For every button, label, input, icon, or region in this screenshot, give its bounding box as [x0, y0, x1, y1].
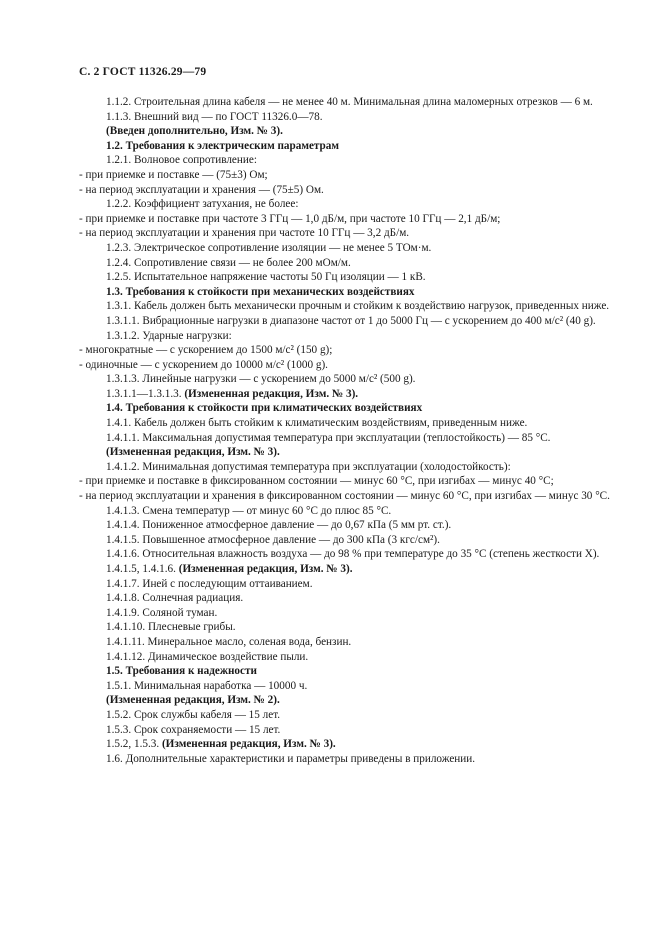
paragraph [79, 693, 615, 708]
paragraph-text: 1.4.1.2. Минимальная допустимая температура при эксплуатации (холодостойкость): [106, 460, 511, 473]
paragraph-text: 1.4.1.5, 1.4.1.6. [106, 563, 179, 575]
paragraph [79, 679, 615, 694]
paragraph [79, 95, 615, 110]
paragraph [79, 168, 615, 183]
paragraph-text: 1.3.1.1—1.3.1.3. [106, 387, 185, 400]
paragraph-text: 1.4.1.12. Динамическое воздействие пыли. [106, 650, 309, 663]
paragraph [79, 212, 615, 227]
paragraph [79, 518, 615, 533]
amendment-note: (Измененная редакция, Изм. № 3). [178, 563, 353, 575]
paragraph-text: 1.2.4. Сопротивление связи — не более 200 мОм/м. [106, 256, 351, 269]
paragraph-text: 1.4.1. Кабель должен быть стойким к климатическим воздействиям, приведенным ниже. [106, 417, 528, 430]
paragraph-text: 1.1.2. Строительная длина кабеля — не менее 40 м. Минимальная длина маломерных отрезков — 6 м. [106, 96, 593, 108]
paragraph [79, 124, 615, 139]
paragraph-text: 1.4.1.11. Минеральное масло, соленая вода, бензин. [106, 635, 352, 648]
paragraph-text: 1.4.1.7. Иней с последующим оттаиванием. [106, 577, 313, 590]
paragraph-text: (Измененная редакция, Изм. № 3). [106, 446, 280, 459]
paragraph [79, 547, 615, 562]
paragraph [79, 708, 615, 723]
paragraph-text: - при приемке и поставке в фиксированном состоянии — минус 60 °С, при изгибах — минус 40 °С; [79, 475, 554, 488]
paragraph-text: - на период эксплуатации и хранения — (75±5) Ом. [79, 183, 324, 196]
paragraph-text: 1.5. Требования к надежности [106, 665, 257, 678]
paragraph [79, 314, 615, 329]
paragraph [79, 299, 615, 314]
paragraph-text: 1.5.2, 1.5.3. [106, 738, 162, 751]
paragraph [79, 474, 615, 489]
amendment-note: (Измененная редакция, Изм. № 3). [184, 387, 359, 400]
paragraph-text: (Измененная редакция, Изм. № 2). [106, 694, 280, 707]
paragraph-text: 1.4.1.5. Повышенное атмосферное давление — до 300 кПа (3 кгс/см²). [106, 533, 440, 546]
paragraph-text: 1.3.1.3. Линейные нагрузки — с ускорением до 5000 м/с² (500 g). [106, 373, 416, 386]
paragraph [79, 197, 615, 212]
paragraph-text: 1.2.2. Коэффициент затухания, не более: [106, 198, 299, 211]
paragraph-text: - одиночные — с ускорением до 10000 м/с² (1000 g). [79, 358, 328, 371]
paragraph [79, 445, 615, 460]
paragraph-text: 1.3.1.1. Вибрационные нагрузки в диапазоне частот от 1 до 5000 Гц — с ускорением до 400 м/с² (40 g). [106, 314, 596, 327]
paragraph-text: 1.4.1.6. Относительная влажность воздуха — до 98 % при температуре до 35 °С (степень жесткости X). [106, 548, 600, 561]
paragraph [79, 664, 615, 679]
paragraph-text: 1.3.1.2. Ударные нагрузки: [106, 329, 232, 342]
paragraph [79, 372, 615, 387]
paragraph-text: 1.4.1.3. Смена температур — от минус 60 °С до плюс 85 °С. [106, 504, 392, 517]
paragraph-text: 1.2.3. Электрическое сопротивление изоляции — не менее 5 ТОм·м. [106, 241, 432, 254]
paragraph-text: 1.1.3. Внешний вид — по ГОСТ 11326.0—78. [106, 110, 323, 123]
paragraph [79, 329, 615, 344]
paragraph [79, 591, 615, 606]
paragraph [79, 650, 615, 665]
paragraph [79, 270, 615, 285]
paragraph-text: 1.4.1.1. Максимальная допустимая температура при эксплуатации (теплостойкость) — 85 °С. [106, 431, 551, 444]
paragraph [79, 285, 615, 300]
paragraph [79, 416, 615, 431]
paragraph-text: - при приемке и поставке при частоте 3 ГГц — 1,0 дБ/м, при частоте 10 ГГц — 2,1 дБ/м; [79, 212, 501, 225]
paragraph-text: 1.2.5. Испытательное напряжение частоты 50 Гц изоляции — 1 кВ. [106, 271, 426, 284]
paragraph-text: 1.2. Требования к электрическим параметрам [106, 139, 339, 152]
paragraph [79, 343, 615, 358]
paragraph-text: 1.4.1.9. Соляной туман. [106, 606, 218, 619]
paragraph [79, 533, 615, 548]
paragraph [79, 562, 615, 577]
paragraph [79, 620, 615, 635]
paragraph-text: - многократные — с ускорением до 1500 м/с² (150 g); [79, 344, 333, 357]
paragraph [79, 241, 615, 256]
page-header: С. 2 ГОСТ 11326.29—79 [79, 66, 207, 78]
paragraph-text: 1.3.1. Кабель должен быть механически прочным и стойким к воздействию нагрузок, приведенных ниже. [106, 300, 610, 313]
paragraph-text: 1.5.3. Срок сохраняемости — 15 лет. [106, 723, 281, 736]
paragraph-text: 1.6. Дополнительные характеристики и параметры приведены в приложении. [106, 752, 476, 765]
paragraph [79, 226, 615, 241]
paragraph-text: 1.5.1. Минимальная наработка — 10000 ч. [106, 679, 308, 692]
amendment-note: (Измененная редакция, Изм. № 3). [161, 738, 336, 751]
paragraph [79, 723, 615, 738]
paragraph [79, 110, 615, 125]
paragraph [79, 431, 615, 446]
paragraph [79, 139, 615, 154]
document-body [79, 95, 615, 766]
paragraph-text: 1.2.1. Волновое сопротивление: [106, 154, 257, 167]
paragraph-text: 1.3. Требования к стойкости при механических воздействиях [106, 285, 415, 298]
paragraph-text: 1.4.1.10. Плесневые грибы. [106, 621, 236, 634]
paragraph-text: - при приемке и поставке — (75±3) Ом; [79, 168, 268, 181]
paragraph [79, 752, 615, 767]
paragraph-text: 1.4.1.4. Пониженное атмосферное давление — до 0,67 кПа (5 мм рт. ст.). [106, 519, 452, 532]
paragraph-text: (Введен дополнительно, Изм. № 3). [106, 125, 283, 138]
paragraph [79, 737, 615, 752]
paragraph [79, 183, 615, 198]
paragraph [79, 504, 615, 519]
paragraph [79, 401, 615, 416]
paragraph-text: 1.4. Требования к стойкости при климатических воздействиях [106, 402, 423, 415]
paragraph-text: - на период эксплуатации и хранения в фиксированном состоянии — минус 60 °С, при изгибах — минус 30 °С. [79, 490, 610, 503]
paragraph-text: 1.5.2. Срок службы кабеля — 15 лет. [106, 708, 281, 721]
paragraph [79, 387, 615, 402]
paragraph-text: 1.4.1.8. Солнечная радиация. [106, 592, 244, 605]
paragraph [79, 460, 615, 475]
paragraph [79, 256, 615, 271]
paragraph [79, 606, 615, 621]
paragraph [79, 635, 615, 650]
paragraph [79, 358, 615, 373]
paragraph [79, 153, 615, 168]
paragraph [79, 577, 615, 592]
paragraph [79, 489, 615, 504]
paragraph-text: - на период эксплуатации и хранения при частоте 10 ГГц — 3,2 дБ/м. [79, 227, 410, 240]
